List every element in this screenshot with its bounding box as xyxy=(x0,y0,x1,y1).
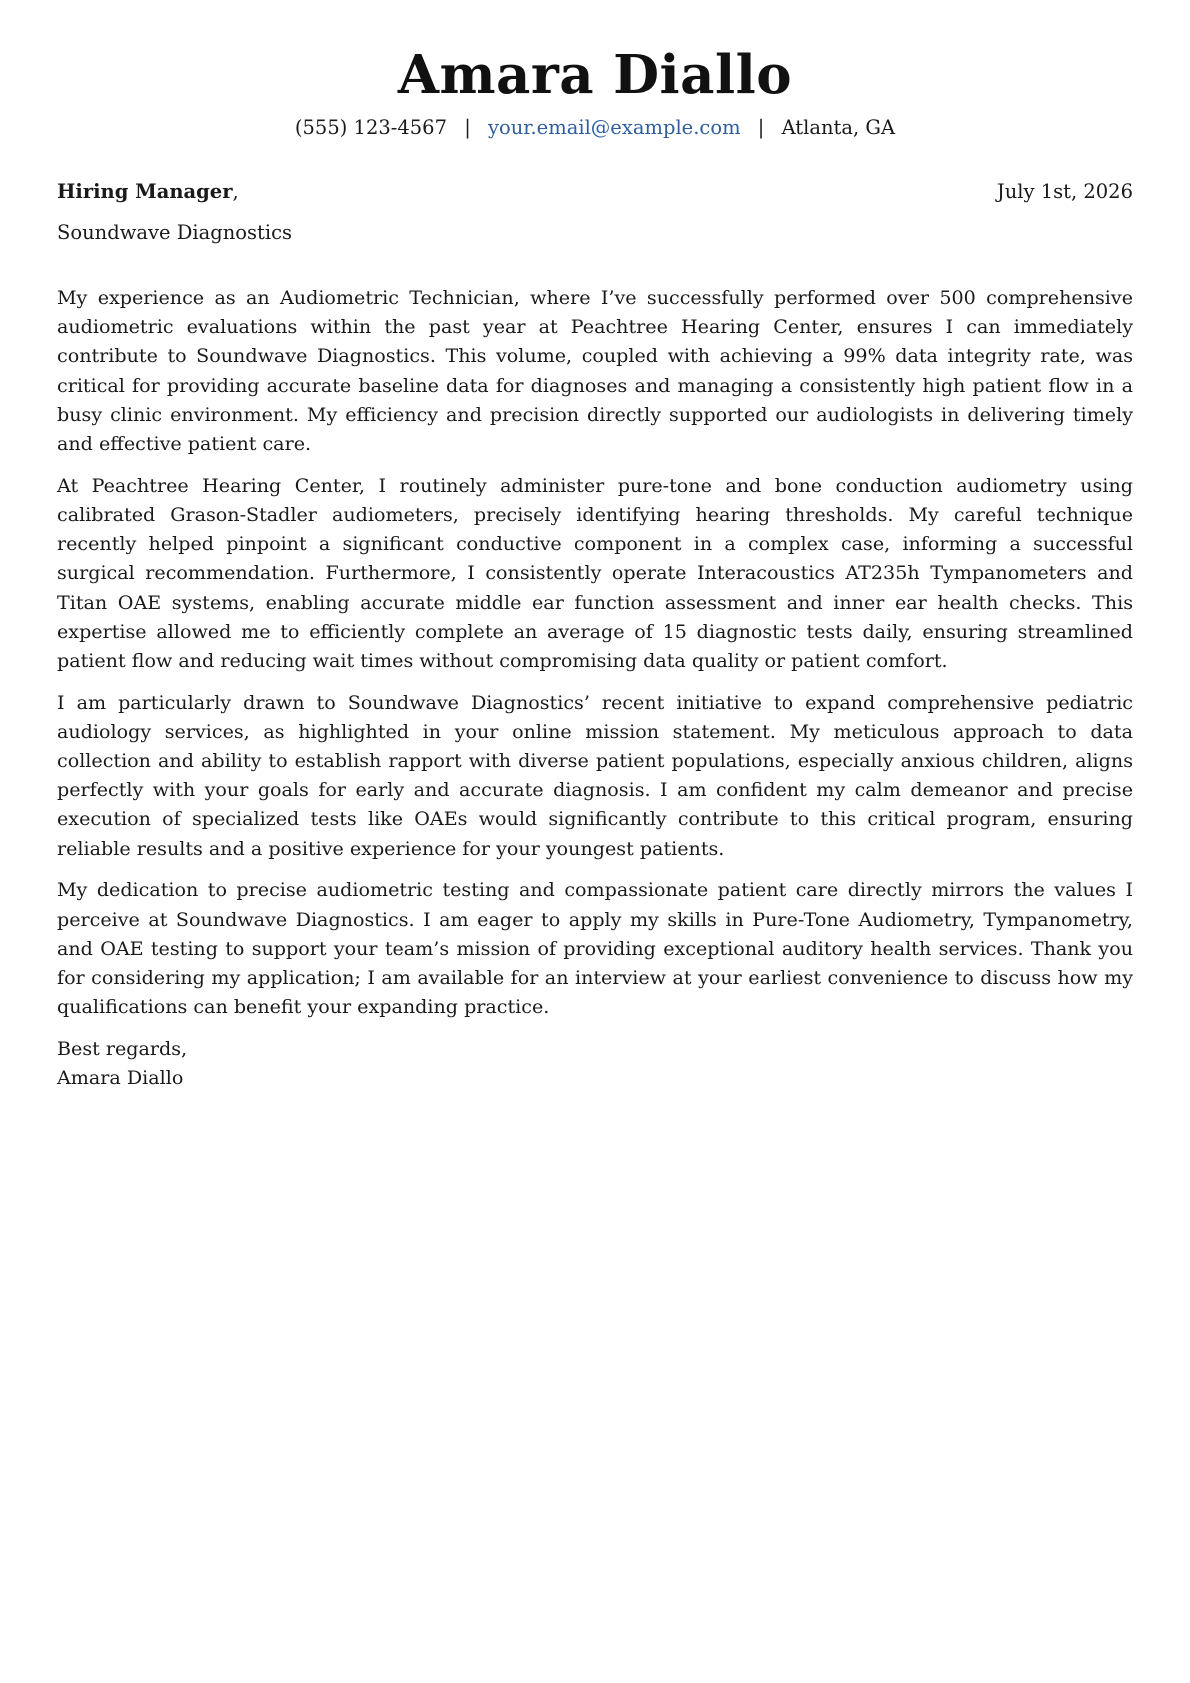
body-paragraph: My dedication to precise audiometric testing and compassionate patient care directly mirrors the values I perceive at Soundwave Diagnostics. I am eager to apply my skills in Pure-Tone Audiometry, Tympanometry, and OAE testing to support your team’s mission of providing exceptional auditory health services. Thank you for considering my application; I am available for an interview at your earliest convenience to discuss how my qualifications can benefit your expanding practice. xyxy=(57,878,1133,1019)
body-paragraph: At Peachtree Hearing Center, I routinely administer pure-tone and bone conduction audiometry using calibrated Grason-Stadler audiometers, precisely identifying hearing thresholds. My careful technique recently helped pinpoint a significant conductive component in a complex case, informing a successful surgical recommendation. Furthermore, I consistently operate Interacoustics AT235h Tympanometers and Titan OAE systems, enabling accurate middle ear function assessment and inner ear health checks. This expertise allowed me to efficiently complete an average of 15 diagnostic tests daily, ensuring streamlined patient flow and reducing wait times without compromising data quality or patient comfort. xyxy=(57,473,1133,672)
recipient-title-suffix: , xyxy=(232,180,239,203)
letter-body xyxy=(57,283,1133,1092)
applicant-name: Amara Diallo xyxy=(397,44,793,106)
closing xyxy=(57,1034,1133,1092)
email-link[interactable]: your.email@example.com xyxy=(487,116,741,139)
contact-line xyxy=(57,114,1133,142)
closing-salutation: Best regards, xyxy=(57,1036,188,1060)
phone-number: (555) 123-4567 xyxy=(294,116,447,139)
letter-date: July 1st, 2026 xyxy=(996,180,1133,203)
recipient-title xyxy=(57,178,239,206)
body-paragraph: I am particularly drawn to Soundwave Diagnostics’ recent initiative to expand comprehensive pediatric audiology services, as highlighted in your online mission statement. My meticulous approach to data collection and ability to establish rapport with diverse patient populations, especially anxious children, aligns perfectly with your goals for early and accurate diagnosis. I am confident my calm demeanor and precise execution of specialized tests like OAEs would significantly contribute to this critical program, ensuring reliable results and a positive experience for your youngest patients. xyxy=(57,690,1133,860)
contact-separator: | xyxy=(757,116,765,139)
body-paragraph: My experience as an Audiometric Technician, where I’ve successfully performed over 500 comprehensive audiometric evaluations within the past year at Peachtree Hearing Center, ensures I can immediately contribute to Soundwave Diagnostics. This volume, coupled with achieving a 99% data integrity rate, was critical for providing accurate baseline data for diagnoses and managing a consistently high patient flow in a busy clinic environment. My efficiency and precision directly supported our audiologists in delivering timely and effective patient care. xyxy=(57,286,1133,456)
recipient-title-bold: Hiring Manager xyxy=(57,180,233,203)
closing-signature: Amara Diallo xyxy=(57,1066,184,1090)
contact-separator: | xyxy=(464,116,471,139)
location: Atlanta, GA xyxy=(781,116,896,139)
recipient-company: Soundwave Diagnostics xyxy=(57,221,293,244)
